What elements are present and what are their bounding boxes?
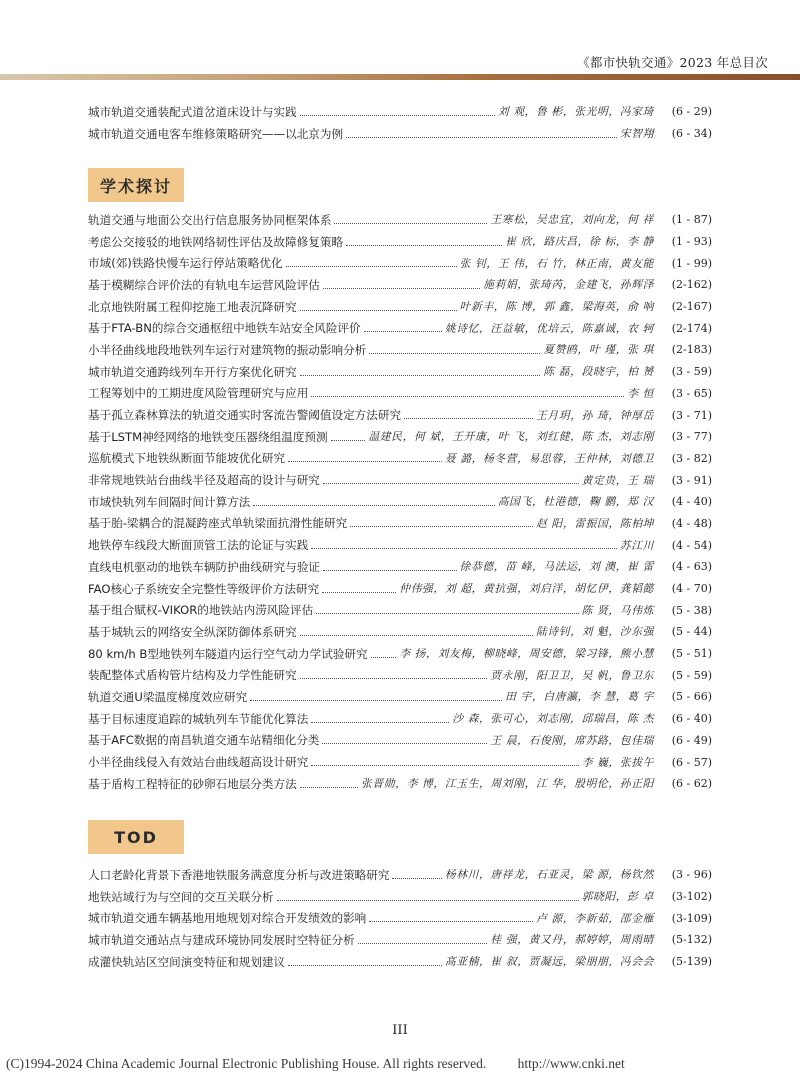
toc-entry[interactable] [88,686,712,708]
dot-leader [331,439,366,441]
toc-entry[interactable] [88,578,712,600]
dot-leader [334,222,487,224]
entry-authors: 李 恒 [627,386,654,400]
entry-authors: 杨林川，唐祥龙，石亚灵，梁 源，杨钦然 [444,868,654,882]
entry-authors: 苏江川 [619,538,654,552]
entry-title: 基于AFC数据的南昌轨道交通车站精细化分类 [88,733,320,748]
entry-title: 城市轨道交通跨线列车开行方案优化研究 [88,364,297,379]
dot-leader [250,699,502,701]
dot-leader [277,899,579,901]
entry-page: (2-183) [671,343,712,357]
entry-page: (2-174) [671,321,712,335]
entry-page: (6 - 34) [671,127,712,141]
dot-leader [323,569,457,571]
entry-authors: 陈 磊，段晓宇，柏 赟 [543,365,654,379]
entry-page: (5-139) [671,955,712,969]
entry-title: 基于目标速度追踪的城轨列车节能优化算法 [88,711,309,726]
entry-page: (4 - 48) [671,516,712,530]
entry-title: FAO核心子系统安全完整性等级评价方法研究 [88,581,320,596]
dot-leader [322,742,487,744]
toc-entry[interactable] [88,513,712,535]
entry-authors: 叶新丰，陈 博，郭 鑫，梁海英，俞 响 [459,300,654,314]
entry-page: (3 - 59) [671,365,712,379]
entry-authors: 宋智翔 [619,127,654,141]
entry-title: 基于模糊综合评价法的有轨电车运营风险评估 [88,277,320,292]
entry-authors: 王月玥，孙 琦，钟厚岳 [536,408,654,422]
entry-page: (1 - 93) [671,235,712,249]
toc-entry[interactable] [88,469,712,491]
entry-page: (1 - 99) [671,256,712,270]
dot-leader [286,265,457,267]
dot-leader [346,244,502,246]
section-label-academic: 学术探讨 [88,168,184,202]
entry-page: (3 - 71) [671,408,712,422]
toc-entry[interactable] [88,317,712,339]
entry-page: (6 - 29) [671,105,712,119]
dot-leader [358,942,488,944]
entry-title: 人口老龄化背景下香港地铁服务满意度分析与改进策略研究 [88,867,390,882]
toc-entry[interactable] [88,864,712,886]
entry-authors: 张 钊，王 伟，石 竹，林正南，黄友能 [459,256,654,270]
entry-authors: 王寒松，吴忠宜，刘向龙，何 祥 [490,213,654,227]
entry-authors: 施莉娟，张琦芮，金建飞，孙辉泽 [483,278,654,292]
entry-title: 北京地铁附属工程仰挖施工地表沉降研究 [88,299,297,314]
dot-leader [322,591,396,593]
copyright-text: (C)1994-2024 China Academic Journal Electronic Publishing House. All rights reserved. [6,1056,487,1071]
entry-page: (4 - 70) [671,582,712,596]
dot-leader [288,460,442,462]
entry-page: (5 - 38) [671,603,712,617]
entry-authors: 桂 强，黄又丹，郝婷婷，周雨晴 [490,933,654,947]
toc-entry[interactable] [88,886,712,908]
entry-title: 成灌快轨站区空间演变特征和规划建议 [88,954,286,969]
entry-title: 基于胎-梁耦合的混凝跨座式单轨梁面抗滑性能研究 [88,516,348,531]
entry-title: 基于城轨云的网络安全纵深防御体系研究 [88,624,297,639]
dot-leader [311,547,617,549]
entry-title: 直线电机驱动的地铁车辆防护曲线研究与验证 [88,559,320,574]
toc-entry[interactable] [88,274,712,296]
dot-leader [323,287,480,289]
entry-title: 地铁停车线段大断面顶管工法的论证与实践 [88,538,309,553]
footer-url[interactable]: http://www.cnki.net [517,1056,625,1071]
header-rule [0,74,800,80]
toc-entry[interactable] [88,252,712,274]
entry-authors: 田 宇，白唐瀛，李 慧，葛 宇 [505,690,654,704]
toc-entry[interactable] [88,907,712,929]
toc-entry[interactable] [88,556,712,578]
dot-leader [300,677,488,679]
entry-authors: 聂 潞，杨冬营，易思蓉，王仲林，刘德卫 [444,451,654,465]
entry-authors: 赵 阳，雷振国，陈柏坤 [536,516,654,530]
toc-entry[interactable] [88,448,712,470]
entry-title: 市域(郊)铁路快慢车运行停站策略优化 [88,256,283,271]
dot-leader [404,417,533,419]
dot-leader [392,877,441,879]
entry-authors: 崔 欣，路庆昌，徐 标，李 静 [505,235,654,249]
toc-entry[interactable] [88,708,712,730]
entry-authors: 黄定贵，王 瑞 [581,473,654,487]
entry-authors: 徐恭德，苗 峰，马法运，刘 澳，崔 雷 [459,560,654,574]
entry-page: (4 - 54) [671,538,712,552]
entry-page: (2-162) [671,278,712,292]
dot-leader [323,482,579,484]
dot-leader [300,374,541,376]
entry-authors: 张晋勋，李 博，江玉生，周刘刚，江 华，殷明伦，孙正阳 [361,777,654,791]
entry-title: 基于孤立森林算法的轨道交通实时客流告警阈值设定方法研究 [88,408,402,423]
entry-authors: 卢 源，李新茹，邵金雁 [536,911,654,925]
entry-page: (6 - 40) [671,712,712,726]
entry-title: 城市轨道交通车辆基地用地规划对综合开发绩效的影响 [88,911,367,926]
entry-authors: 王 晨，石俊刚，席苏路，包佳瑞 [490,733,654,747]
entry-title: 轨道交通U梁温度梯度效应研究 [88,689,248,704]
dot-leader [311,764,578,766]
entry-title: 小半径曲线地段地铁列车运行对建筑物的振动影响分析 [88,342,367,357]
entry-page: (2-167) [671,300,712,314]
toc-entry[interactable] [88,296,712,318]
entry-page: (5-132) [671,933,712,947]
toc-entry[interactable] [88,929,712,951]
toc-entry[interactable] [88,643,712,665]
entry-title: 巡航模式下地铁纵断面节能坡优化研究 [88,451,286,466]
entry-page: (4 - 40) [671,495,712,509]
entry-authors: 夏赞鸥，叶 瑾，张 琪 [543,343,654,357]
running-title: 《都市快轨交通》2023 年总目次 [577,55,768,70]
entry-list-academic [88,209,712,795]
toc-entry[interactable] [88,773,712,795]
entry-title: 装配整体式盾构管片结构及力学性能研究 [88,668,297,683]
entry-authors: 刘 观，鲁 彬，张光明，冯家琦 [497,105,654,119]
entry-page: (3-109) [671,911,712,925]
toc-entry[interactable] [88,123,712,145]
copyright-footer [6,1056,625,1072]
toc-entry[interactable] [88,404,712,426]
entry-authors: 仲伟强，刘 超，黄抗强，刘启洋，胡忆伊，龚韬懿 [399,582,654,596]
entry-title: 非常规地铁站台曲线半径及超高的设计与研究 [88,473,320,488]
entry-title: 地铁站域行为与空间的交互关联分析 [88,889,274,904]
entry-page: (4 - 63) [671,560,712,574]
dot-leader [364,330,442,332]
entry-authors: 陆诗钊，刘 魁，沙东强 [536,625,654,639]
entry-page: (3 - 82) [671,451,712,465]
page-number: III [392,1023,408,1038]
entry-page: (3 - 77) [671,430,712,444]
entry-page: (5 - 44) [671,625,712,639]
entry-page: (6 - 57) [671,755,712,769]
entry-page: (6 - 49) [671,733,712,747]
toc-entry[interactable] [88,339,712,361]
entry-page: (3 - 91) [671,473,712,487]
toc-entry[interactable] [88,621,712,643]
entry-page: (5 - 51) [671,647,712,661]
entry-title: 基于组合赋权-VIKOR的地铁站内涝风险评估 [88,603,314,618]
dot-leader [350,525,533,527]
toc-entry[interactable] [88,361,712,383]
toc-entry[interactable] [88,664,712,686]
entry-list-tod [88,864,712,972]
entry-authors: 高国飞，杜港德，鞠 鹏，郑 汉 [497,495,654,509]
toc-entry[interactable] [88,951,712,973]
entry-authors: 李 巍，张拔午 [581,755,654,769]
entry-page: (5 - 59) [671,668,712,682]
entry-authors: 高亚楠，崔 叙，贾凝远，梁朋朋，冯会会 [444,955,654,969]
entry-title: 市域快轨列车间隔时间计算方法 [88,494,251,509]
entry-title: 小半径曲线侵入有效站台曲线超高设计研究 [88,755,309,770]
entry-title: 城市轨道交通电客车维修策略研究——以北京为例 [88,126,344,141]
dot-leader [369,920,533,922]
dot-leader [311,721,449,723]
entry-authors: 姚诗忆，汪益敏，优培云，陈嘉诚，农 轲 [444,321,654,335]
entry-authors: 沙 森，张可心，刘志刚，邱瑞昌，陈 杰 [452,712,654,726]
entry-authors: 温建民，何 斌，王开康，叶 飞，刘红健，陈 杰，刘志刚 [368,430,654,444]
dot-leader [311,395,624,397]
dot-leader [369,352,540,354]
entry-page: (1 - 87) [671,213,712,227]
dot-leader [288,964,442,966]
toc-entry[interactable] [88,534,712,556]
toc-entry[interactable] [88,101,712,123]
toc-entry[interactable] [88,426,712,448]
entry-title: 城市轨道交通站点与建成环境协同发展时空特征分析 [88,932,355,947]
dot-leader [253,504,494,506]
entry-authors: 郭晓阳，彭 卓 [581,890,654,904]
entry-title: 轨道交通与地面公交出行信息服务协同框架体系 [88,212,332,227]
entry-authors: 贾永刚，阳卫卫，吴 帆，鲁卫东 [490,668,654,682]
toc-entry[interactable] [88,751,712,773]
entry-title: 考虑公交接驳的地铁网络韧性评估及故障修复策略 [88,234,344,249]
entry-title: 80 km/h B型地铁列车隧道内运行空气动力学试验研究 [88,646,368,661]
entry-title: 基于盾构工程特征的砂卵石地层分类方法 [88,776,297,791]
entry-page: (3-102) [671,890,712,904]
running-header [0,0,800,84]
toc-entry[interactable] [88,599,712,621]
entry-title: 工程筹划中的工期进度风险管理研究与应用 [88,386,309,401]
dot-leader [300,634,533,636]
entry-title: 城市轨道交通装配式道岔道床设计与实践 [88,104,297,119]
dot-leader [346,136,617,138]
entry-title: 基于FTA-BN的综合交通枢纽中地铁车站安全风险评价 [88,321,361,336]
entry-page: (3 - 65) [671,386,712,400]
dot-leader [371,656,397,658]
toc-entry[interactable] [88,231,712,253]
entry-list-top [88,101,712,144]
entry-authors: 李 扬，刘友梅，柳晓峰，周安德，梁习锋，熊小慧 [399,647,654,661]
entry-authors: 陈 贤，马伟炼 [581,603,654,617]
dot-leader [300,786,358,788]
dot-leader [300,309,457,311]
entry-page: (6 - 62) [671,777,712,791]
entry-title: 基于LSTM神经网络的地铁变压器绕组温度预测 [88,429,328,444]
toc-entry[interactable] [88,730,712,752]
dot-leader [316,612,578,614]
entry-page: (5 - 66) [671,690,712,704]
toc-entry[interactable] [88,491,712,513]
dot-leader [300,114,495,116]
toc-entry[interactable] [88,209,712,231]
entry-page: (3 - 96) [671,868,712,882]
toc-entry[interactable] [88,383,712,405]
section-label-tod: TOD [88,820,184,854]
